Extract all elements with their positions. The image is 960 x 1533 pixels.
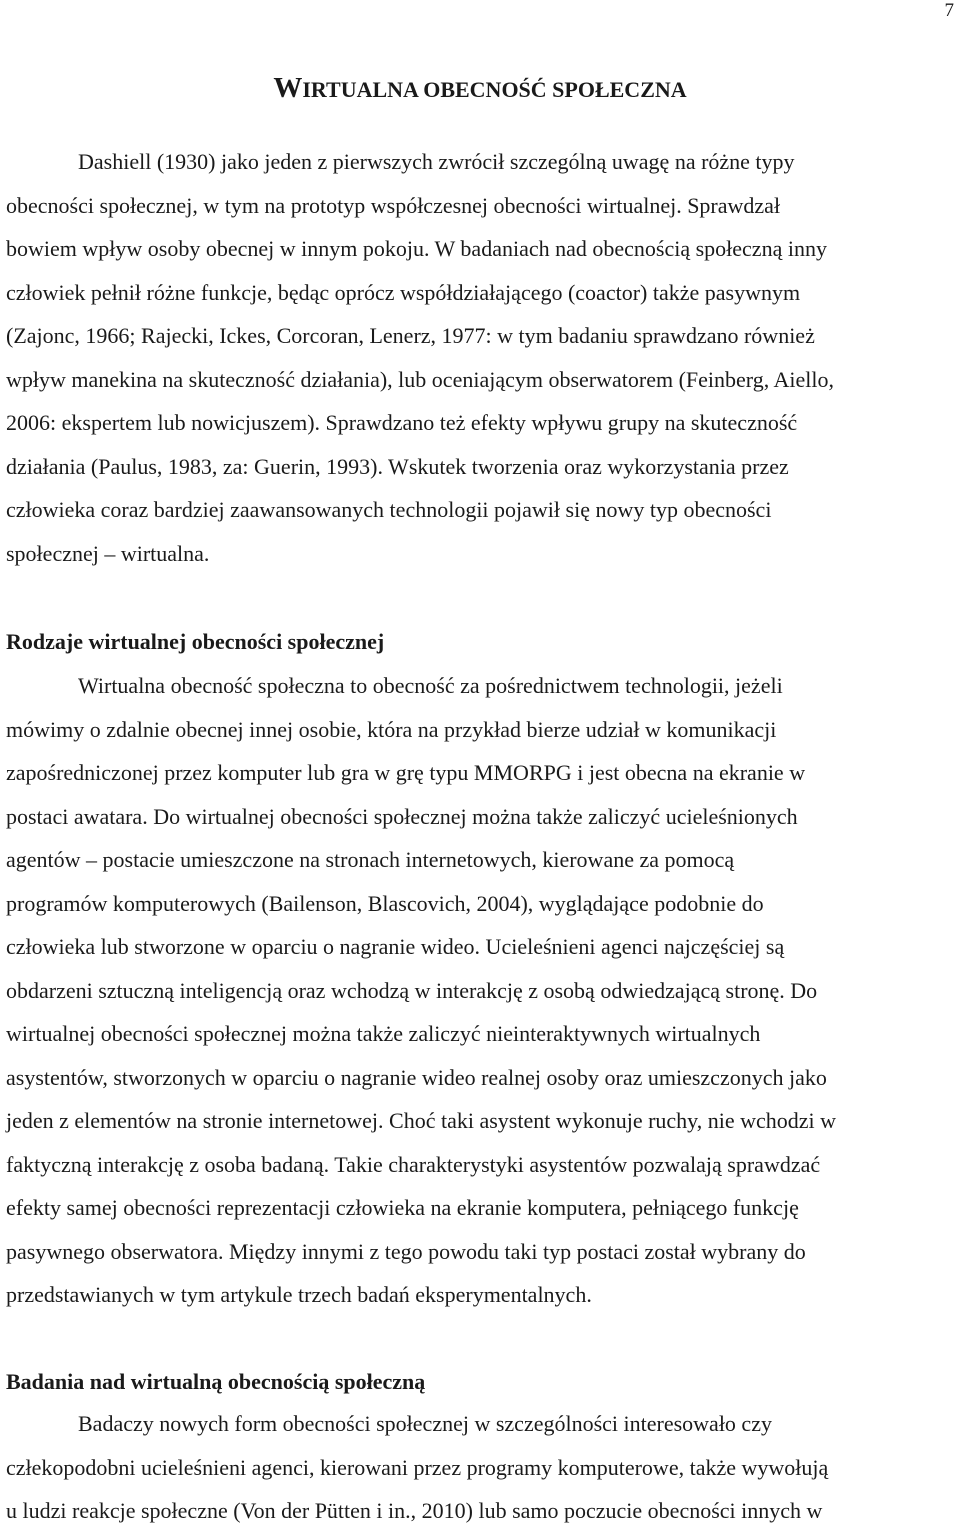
paragraph-line: agentów – postacie umieszczone na stronach internetowych, kierowane za pomocą [6,847,735,872]
paragraph-line: mówimy o zdalnie obecnej innej osobie, która na przykład bierze udział w komunikacji [6,716,777,742]
paragraph-line: wpływ manekina na skuteczność działania), lub oceniającym obserwatorem (Feinberg, Aiello, [6,366,834,392]
paragraph-line: przedstawianych w tym artykule trzech badań eksperymentalnych. [6,1282,592,1307]
paragraph-line: człowiek pełnił różne funkcje, będąc oprócz współdziałającego (coactor) także pasywnym [6,279,801,305]
section-heading-badania: Badania nad wirtualną obecnością społeczną [6,1369,426,1394]
page-number: 7 [944,0,954,21]
paragraph-line: obdarzeni sztuczną inteligencją oraz wchodzą w interakcję z osobą odwiedzającą stronę. Do [6,977,818,1003]
paragraph-line: pasywnego obserwatora. Między innymi z tego powodu taki typ postaci został wybrany do [6,1238,806,1264]
section-rodzaje-paragraph [6,664,958,1317]
paragraph-line: człowieka coraz bardziej zaawansowanych technologii pojawił się nowy typ obecności [6,497,772,522]
paragraph-line: efekty samej obecności reprezentacji człowieka na ekranie komputera, pełniącego funkcję [6,1195,799,1220]
paragraph-line: zapośredniczonej przez komputer lub gra w grę typu MMORPG i jest obecna na ekranie w [6,760,806,785]
paragraph-line: 2006: ekspertem lub nowicjuszem). Sprawdzano też efekty wpływu grupy na skuteczność [6,410,798,435]
paragraph-line: jeden z elementów na stronie internetowej. Choć taki asystent wykonuje ruchy, nie wchodzi w [6,1108,837,1133]
paragraph-line: u ludzi reakcje społeczne (Von der Pütten i in., 2010) lub samo poczucie obecności innych w [6,1498,823,1523]
paragraph-line: (Zajonc, 1966; Rajecki, Ickes, Corcoran, Lenerz, 1977: w tym badaniu sprawdzano również [6,323,815,348]
paragraph-line: wirtualnej obecności społecznej można także zaliczyć nieinteraktywnych wirtualnych [6,1021,761,1046]
paragraph-line: człowieka lub stworzone w oparciu o nagranie wideo. Ucieleśnieni agenci najczęściej są [6,934,785,959]
paragraph-line: bowiem wpływ osoby obecnej w innym pokoju. W badaniach nad obecnością społeczną inny [6,236,827,261]
paragraph-line: działania (Paulus, 1983, za: Guerin, 1993). Wskutek tworzenia oraz wykorzystania przez [6,453,789,479]
paragraph-line: społecznej – wirtualna. [6,540,210,566]
intro-paragraph [6,140,958,575]
title-rest: IRTUALNA OBECNOŚĆ SPOŁECZNA [302,77,687,102]
paragraph-line: faktyczną interakcję z osoba badaną. Takie charakterystyki asystentów pozwalają sprawdzać [6,1151,821,1177]
paragraph-line: obecności społecznej, w tym na prototyp współczesnej obecności wirtualnej. Sprawdzał [6,192,781,218]
paragraph-line: postaci awatara. Do wirtualnej obecności społecznej można także zaliczyć ucieleśnionych [6,803,798,829]
document-title [0,68,960,110]
section-heading-rodzaje: Rodzaje wirtualnej obecności społecznej [6,629,385,654]
paragraph-line: człekopodobni ucieleśnieni agenci, kierowani przez programy komputerowe, także wywołują [6,1454,829,1480]
paragraph-line: Badaczy nowych form obecności społecznej w szczególności interesowało czy [78,1411,772,1436]
section-badania-paragraph [6,1402,958,1533]
paragraph-line: programów komputerowych (Bailenson, Blascovich, 2004), wyglądające podobnie do [6,890,764,916]
paragraph-line: Wirtualna obecność społeczna to obecność za pośrednictwem technologii, jeżeli [78,673,783,698]
title-initial: W [273,72,303,104]
paragraph-line: Dashiell (1930) jako jeden z pierwszych zwrócił szczególną uwagę na różne typy [78,149,795,174]
paragraph-line: asystentów, stworzonych w oparciu o nagranie wideo realnej osoby oraz umieszczonych jako [6,1064,827,1090]
